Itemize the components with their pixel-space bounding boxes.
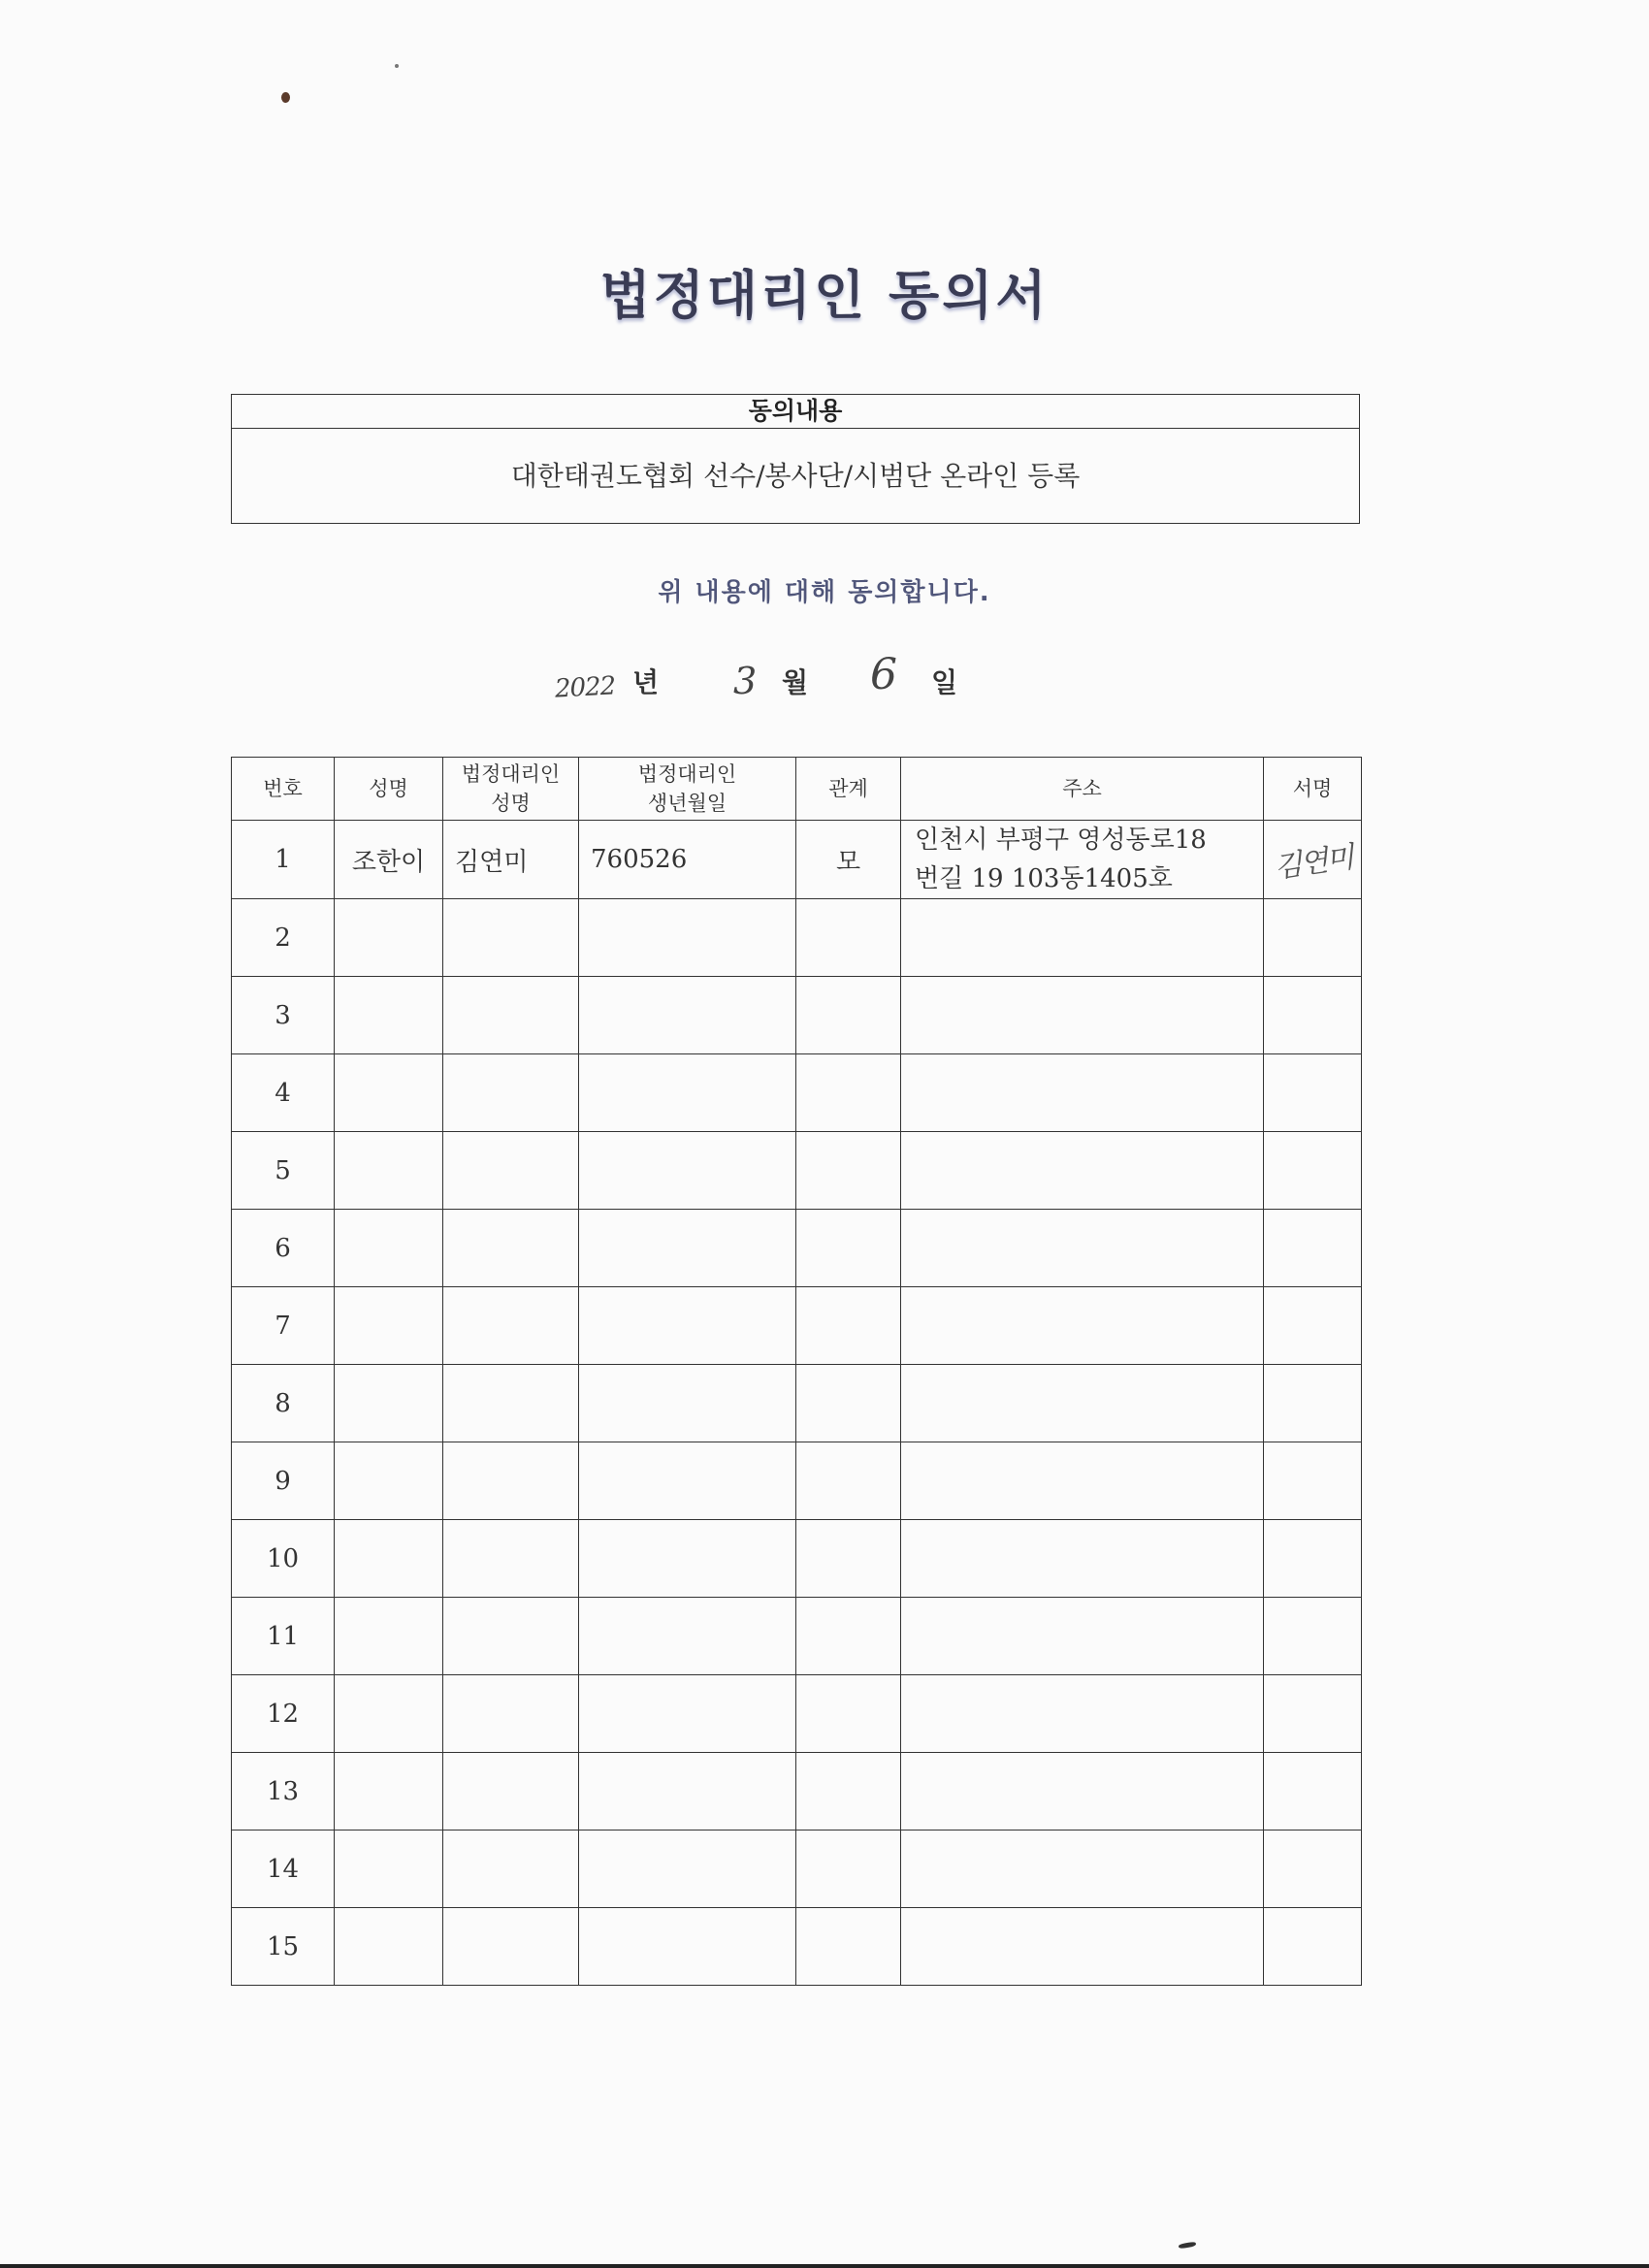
table-row bbox=[232, 1442, 1362, 1520]
table-row bbox=[232, 821, 1362, 899]
row-guardian-birth bbox=[579, 1210, 796, 1287]
row-guardian-name bbox=[443, 1831, 579, 1908]
row-guardian-birth bbox=[579, 899, 796, 977]
header-guardian-name-line2: 성명 bbox=[491, 792, 531, 815]
row-address bbox=[901, 821, 1264, 899]
row-address bbox=[901, 1598, 1264, 1675]
row-address bbox=[901, 1675, 1264, 1753]
row-guardian-birth bbox=[579, 1442, 796, 1520]
row-signature bbox=[1264, 1365, 1362, 1442]
table-row bbox=[232, 1598, 1362, 1675]
row-guardian-name bbox=[443, 1520, 579, 1598]
header-guardian-name-line1: 법정대리인 bbox=[461, 762, 561, 786]
row-name bbox=[335, 1210, 443, 1287]
date-day-unit: 일 bbox=[931, 666, 958, 698]
scan-speck bbox=[1179, 2241, 1197, 2249]
row-no: 15 bbox=[232, 1908, 335, 1986]
row-name bbox=[335, 1675, 443, 1753]
header-guardian-birth-line1: 법정대리인 bbox=[637, 762, 737, 786]
row-guardian-birth bbox=[579, 1753, 796, 1831]
row-no: 6 bbox=[232, 1210, 335, 1287]
row-no: 12 bbox=[232, 1675, 335, 1753]
table-row bbox=[232, 1132, 1362, 1210]
row-signature bbox=[1264, 1520, 1362, 1598]
row-name bbox=[335, 1287, 443, 1365]
registration-table bbox=[231, 757, 1362, 1986]
row-relation bbox=[796, 1598, 901, 1675]
row-name: 조한이 bbox=[335, 821, 443, 899]
row-signature bbox=[1264, 1210, 1362, 1287]
row-signature bbox=[1264, 977, 1362, 1054]
consent-header: 동의내용 bbox=[232, 395, 1359, 429]
row-guardian-birth bbox=[579, 1675, 796, 1753]
row-no: 11 bbox=[232, 1598, 335, 1675]
document-title: 법정대리인 동의서 bbox=[599, 265, 1050, 326]
date-year-handwritten: 2022 bbox=[554, 671, 616, 704]
row-guardian-birth bbox=[579, 1598, 796, 1675]
table-row bbox=[232, 1753, 1362, 1831]
row-relation bbox=[796, 1908, 901, 1986]
row-signature bbox=[1264, 1675, 1362, 1753]
header-guardian-name bbox=[443, 758, 579, 821]
row-address bbox=[901, 1831, 1264, 1908]
row-address bbox=[901, 1210, 1264, 1287]
row-guardian-birth bbox=[579, 1831, 796, 1908]
row-guardian-birth bbox=[579, 1365, 796, 1442]
row-signature bbox=[1264, 1287, 1362, 1365]
row-address bbox=[901, 1753, 1264, 1831]
row-address-line1: 인천시 부평구 영성동로18 bbox=[915, 826, 1207, 855]
row-address-line2: 번길 19 103동1405호 bbox=[915, 864, 1173, 893]
table-row bbox=[232, 977, 1362, 1054]
date-year-unit: 년 bbox=[632, 666, 660, 698]
row-relation bbox=[796, 1753, 901, 1831]
row-address bbox=[901, 1132, 1264, 1210]
row-name bbox=[335, 1598, 443, 1675]
row-signature bbox=[1264, 1132, 1362, 1210]
header-address: 주소 bbox=[901, 758, 1264, 821]
date-day-handwritten: 6 bbox=[870, 650, 897, 699]
row-signature bbox=[1264, 899, 1362, 977]
scan-speck bbox=[395, 64, 399, 68]
table-row bbox=[232, 1054, 1362, 1132]
row-name bbox=[335, 1442, 443, 1520]
row-guardian-name bbox=[443, 1908, 579, 1986]
row-signature bbox=[1264, 821, 1362, 899]
row-guardian-name bbox=[443, 1287, 579, 1365]
row-signature bbox=[1264, 1831, 1362, 1908]
row-guardian-birth bbox=[579, 1908, 796, 1986]
row-guardian-birth bbox=[579, 1287, 796, 1365]
row-name bbox=[335, 1753, 443, 1831]
table-row bbox=[232, 1287, 1362, 1365]
table-row bbox=[232, 1520, 1362, 1598]
consent-content-box bbox=[231, 394, 1360, 524]
row-no: 10 bbox=[232, 1520, 335, 1598]
row-relation bbox=[796, 1520, 901, 1598]
row-guardian-name bbox=[443, 1598, 579, 1675]
row-address bbox=[901, 1442, 1264, 1520]
date-month-unit: 월 bbox=[782, 666, 809, 698]
row-guardian-name: 김연미 bbox=[443, 821, 579, 899]
row-signature bbox=[1264, 1753, 1362, 1831]
row-guardian-name bbox=[443, 1753, 579, 1831]
row-name bbox=[335, 899, 443, 977]
table-header-row bbox=[232, 758, 1362, 821]
date-line bbox=[0, 652, 1649, 710]
date-month-handwritten: 3 bbox=[733, 660, 758, 702]
row-address bbox=[901, 1365, 1264, 1442]
row-relation bbox=[796, 1287, 901, 1365]
row-guardian-name bbox=[443, 1132, 579, 1210]
row-guardian-birth bbox=[579, 1520, 796, 1598]
header-guardian-birth bbox=[579, 758, 796, 821]
row-no: 13 bbox=[232, 1753, 335, 1831]
scan-bottom-edge bbox=[0, 2264, 1649, 2268]
row-guardian-name bbox=[443, 899, 579, 977]
row-guardian-name bbox=[443, 977, 579, 1054]
row-guardian-name bbox=[443, 1210, 579, 1287]
row-no: 9 bbox=[232, 1442, 335, 1520]
agreement-statement: 위 내용에 대해 동의합니다. bbox=[658, 578, 991, 607]
row-address bbox=[901, 899, 1264, 977]
row-guardian-birth bbox=[579, 1132, 796, 1210]
row-address bbox=[901, 1054, 1264, 1132]
table-row bbox=[232, 1908, 1362, 1986]
row-relation bbox=[796, 1132, 901, 1210]
table-row bbox=[232, 1831, 1362, 1908]
row-relation bbox=[796, 899, 901, 977]
row-relation: 모 bbox=[796, 821, 901, 899]
header-relation: 관계 bbox=[796, 758, 901, 821]
row-signature bbox=[1264, 1442, 1362, 1520]
row-name bbox=[335, 1908, 443, 1986]
row-address bbox=[901, 1908, 1264, 1986]
row-name bbox=[335, 1132, 443, 1210]
row-relation bbox=[796, 1675, 901, 1753]
row-relation bbox=[796, 977, 901, 1054]
row-relation bbox=[796, 1210, 901, 1287]
row-guardian-name bbox=[443, 1054, 579, 1132]
row-no: 2 bbox=[232, 899, 335, 977]
table-row bbox=[232, 1210, 1362, 1287]
row-relation bbox=[796, 1831, 901, 1908]
row-relation bbox=[796, 1054, 901, 1132]
row-name bbox=[335, 1520, 443, 1598]
row-no: 7 bbox=[232, 1287, 335, 1365]
row-address bbox=[901, 1287, 1264, 1365]
row-guardian-birth bbox=[579, 977, 796, 1054]
table-row bbox=[232, 899, 1362, 977]
row-address bbox=[901, 977, 1264, 1054]
row-name bbox=[335, 1831, 443, 1908]
row-guardian-birth: 760526 bbox=[579, 821, 796, 899]
row-signature bbox=[1264, 1598, 1362, 1675]
handwritten-signature: 김연미 bbox=[1271, 840, 1354, 886]
row-signature bbox=[1264, 1908, 1362, 1986]
row-no: 8 bbox=[232, 1365, 335, 1442]
row-address bbox=[901, 1520, 1264, 1598]
header-signature: 서명 bbox=[1264, 758, 1362, 821]
row-name bbox=[335, 1365, 443, 1442]
header-name: 성명 bbox=[335, 758, 443, 821]
row-no: 3 bbox=[232, 977, 335, 1054]
row-relation bbox=[796, 1365, 901, 1442]
row-no: 5 bbox=[232, 1132, 335, 1210]
row-no: 4 bbox=[232, 1054, 335, 1132]
table-row bbox=[232, 1365, 1362, 1442]
row-signature bbox=[1264, 1054, 1362, 1132]
row-no: 14 bbox=[232, 1831, 335, 1908]
row-no: 1 bbox=[232, 821, 335, 899]
row-guardian-name bbox=[443, 1675, 579, 1753]
row-name bbox=[335, 977, 443, 1054]
table-row bbox=[232, 1675, 1362, 1753]
scan-speck bbox=[281, 92, 290, 103]
header-no: 번호 bbox=[232, 758, 335, 821]
row-guardian-name bbox=[443, 1365, 579, 1442]
row-guardian-birth bbox=[579, 1054, 796, 1132]
consent-body: 대한태권도협회 선수/봉사단/시범단 온라인 등록 bbox=[510, 460, 1081, 492]
row-relation bbox=[796, 1442, 901, 1520]
row-guardian-name bbox=[443, 1442, 579, 1520]
row-name bbox=[335, 1054, 443, 1132]
header-guardian-birth-line2: 생년월일 bbox=[647, 792, 728, 815]
